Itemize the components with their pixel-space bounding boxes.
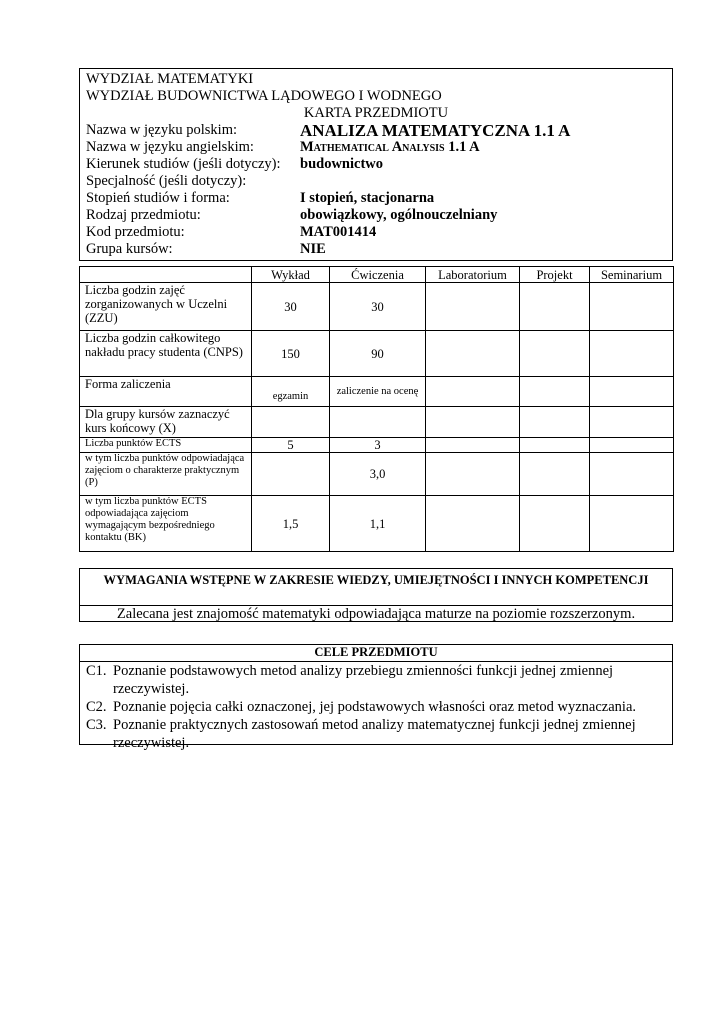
table-cell [520, 453, 590, 496]
course-goals-section [79, 644, 673, 751]
course-name-english: Mathematical Analysis 1.1 A [300, 139, 480, 155]
table-cell: 3,0 [330, 453, 426, 496]
goal-text: Poznanie pojęcia całki oznaczonej, jej podstawowych własności oraz metod wyznaczania. [113, 699, 636, 715]
field-label: Stopień studiów i forma: [86, 190, 230, 206]
field-value: MAT001414 [300, 224, 377, 240]
table-cell [590, 331, 674, 377]
table-row [80, 331, 674, 377]
table-cell [590, 438, 674, 453]
table-cell [426, 453, 520, 496]
prerequisites-text: Zalecana jest znajomość matematyki odpowiadająca maturze na poziomie rozszerzonym. [116, 606, 636, 622]
table-cell: zaliczenie na ocenę [330, 377, 426, 407]
table-cell [590, 377, 674, 407]
field-level [86, 190, 666, 207]
table-cell [520, 496, 590, 552]
table-row [80, 283, 674, 331]
row-label: Forma zaliczenia [80, 377, 252, 407]
table-cell: 30 [330, 283, 426, 331]
table-cell [520, 331, 590, 377]
table-cell [520, 407, 590, 438]
field-value: NIE [300, 241, 326, 257]
prerequisites-title: WYMAGANIA WSTĘPNE W ZAKRESIE WIEDZY, UMIEJĘTNOŚCI I INNYCH KOMPETENCJI [80, 569, 672, 606]
field-value: I stopień, stacjonarna [300, 190, 435, 206]
table-cell: 1,1 [330, 496, 426, 552]
faculty-name-1: WYDZIAŁ MATEMATYKI [86, 71, 254, 87]
table-corner-cell [80, 267, 252, 283]
prerequisites-section [79, 568, 673, 622]
table-row [80, 377, 674, 407]
row-label: Liczba godzin całkowitego nakładu pracy studenta (CNPS) [80, 331, 252, 377]
goal-code: C1. [86, 663, 107, 679]
row-label: Liczba punktów ECTS [80, 438, 252, 453]
table-cell [520, 377, 590, 407]
table-cell [426, 283, 520, 331]
faculty-name-2: WYDZIAŁ BUDOWNICTWA LĄDOWEGO I WODNEGO [86, 88, 442, 104]
hours-table [79, 266, 674, 552]
table-row [80, 453, 674, 496]
goal-item [80, 698, 672, 716]
field-value: obowiązkowy, ogólnouczelniany [300, 207, 498, 223]
table-row [80, 438, 674, 453]
table-cell [520, 283, 590, 331]
column-header: Projekt [520, 267, 590, 283]
table-cell [252, 407, 330, 438]
row-label: w tym liczba punktów odpowiadająca zajęciom o charakterze praktycznym (P) [80, 453, 252, 496]
field-label: Nazwa w języku angielskim: [86, 139, 254, 155]
column-header: Wykład [252, 267, 330, 283]
table-cell [426, 496, 520, 552]
column-header: Ćwiczenia [330, 267, 426, 283]
table-cell [426, 377, 520, 407]
table-row [80, 496, 674, 552]
course-name-polish: ANALIZA MATEMATYCZNA 1.1 A [300, 121, 571, 140]
column-header: Laboratorium [426, 267, 520, 283]
goal-item [80, 716, 672, 752]
goal-code: C2. [86, 699, 107, 715]
field-label: Nazwa w języku polskim: [86, 122, 238, 138]
field-label: Specjalność (jeśli dotyczy): [86, 173, 247, 189]
table-cell [426, 438, 520, 453]
field-code [86, 224, 666, 241]
table-cell: 1,5 [252, 496, 330, 552]
course-header [79, 68, 673, 261]
field-polish-name [86, 122, 666, 139]
field-group [86, 241, 666, 258]
goal-item [80, 662, 672, 698]
field-specialty [86, 173, 666, 190]
table-cell [520, 438, 590, 453]
table-row [80, 407, 674, 438]
goals-title: CELE PRZEDMIOTU [80, 645, 672, 662]
table-cell: 3 [330, 438, 426, 453]
table-cell: egzamin [252, 377, 330, 407]
table-cell [590, 496, 674, 552]
field-label: Kierunek studiów (jeśli dotyczy): [86, 156, 281, 172]
field-direction [86, 156, 666, 173]
table-cell [252, 453, 330, 496]
table-cell [590, 453, 674, 496]
goal-text: Poznanie praktycznych zastosowań metod analizy matematycznej funkcji jednej zmiennej rzeczywistej. [113, 717, 636, 751]
column-header: Seminarium [590, 267, 674, 283]
table-cell [330, 407, 426, 438]
table-cell: 30 [252, 283, 330, 331]
field-label: Kod przedmiotu: [86, 224, 185, 240]
table-cell [590, 407, 674, 438]
field-label: Grupa kursów: [86, 241, 173, 257]
field-english-name [86, 139, 666, 156]
table-cell: 150 [252, 331, 330, 377]
field-type [86, 207, 666, 224]
table-cell [426, 407, 520, 438]
row-label: w tym liczba punktów ECTS odpowiadająca zajęciom wymagającym bezpośredniego kontaktu (BK) [80, 496, 252, 552]
goal-code: C3. [86, 717, 107, 733]
field-value: budownictwo [300, 156, 383, 172]
row-label: Dla grupy kursów zaznaczyć kurs końcowy (X) [80, 407, 252, 438]
field-label: Rodzaj przedmiotu: [86, 207, 201, 223]
table-header-row [80, 267, 674, 283]
goal-text: Poznanie podstawowych metod analizy przebiegu zmienności funkcji jednej zmiennej rzeczywistej. [113, 663, 614, 697]
table-cell [426, 331, 520, 377]
card-title: KARTA PRZEDMIOTU [303, 105, 449, 121]
table-cell [590, 283, 674, 331]
table-cell: 90 [330, 331, 426, 377]
row-label: Liczba godzin zajęć zorganizowanych w Uczelni (ZZU) [80, 283, 252, 331]
table-cell: 5 [252, 438, 330, 453]
